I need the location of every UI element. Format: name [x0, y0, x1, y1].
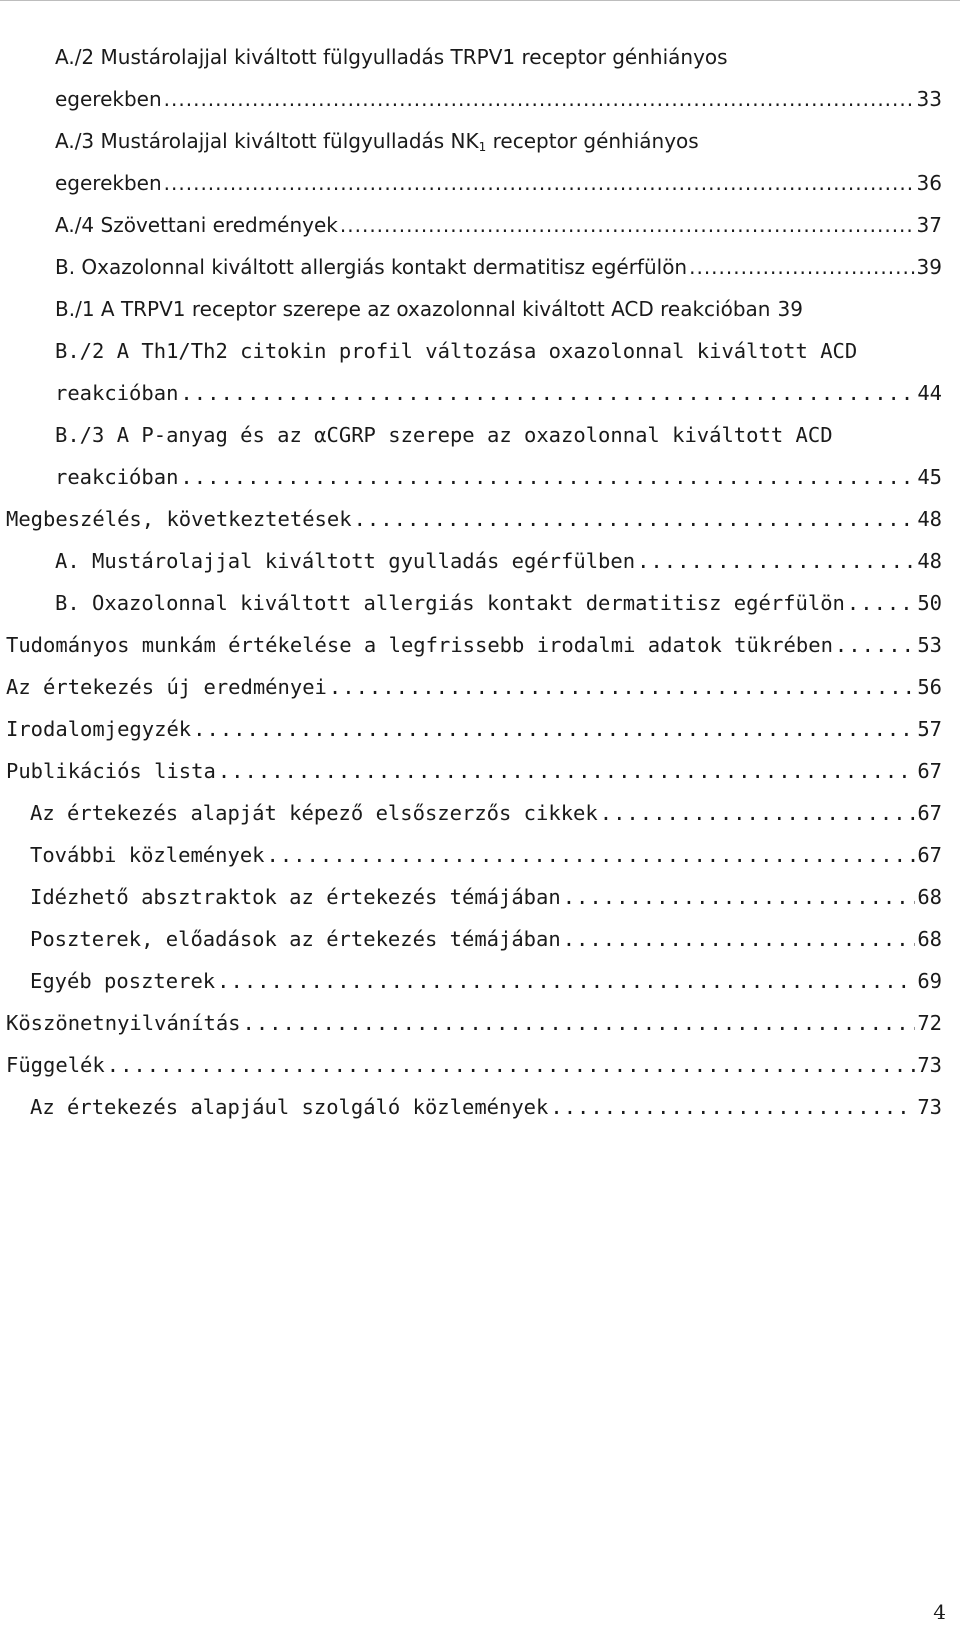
toc-page-number: 39 — [777, 297, 803, 321]
toc-leader — [550, 1094, 915, 1120]
toc-page-number: 44 — [917, 381, 942, 405]
toc-entry-publications[interactable] — [6, 758, 942, 784]
toc-leader — [563, 926, 916, 952]
toc-entry-text: B./2 A Th1/Th2 citokin profil változása oxazolonnal kiváltott ACD — [55, 339, 858, 363]
toc-leader — [329, 674, 915, 700]
toc-page-number: 67 — [917, 801, 942, 825]
toc-page-number: 53 — [917, 633, 942, 657]
toc-page-number: 39 — [916, 255, 942, 279]
toc-entry-text: B./1 A TRPV1 receptor szerepe az oxazolonnal kiváltott ACD reakcióban — [55, 297, 771, 321]
toc-entry-text: Egyéb poszterek — [30, 969, 216, 993]
toc-entry-text: Publikációs lista — [6, 759, 216, 783]
toc-page-number: 72 — [917, 1011, 942, 1035]
toc-entry-text: egerekben — [55, 171, 162, 195]
toc-leader — [267, 842, 916, 868]
toc-entry-text: B. Oxazolonnal kiváltott allergiás kontakt dermatitisz egérfülön — [55, 255, 688, 279]
toc-leader — [107, 1052, 916, 1078]
toc-entry-text: B./3 A P-anyag és az αCGRP szerepe az oxazolonnal kiváltott ACD — [55, 423, 833, 447]
toc-leader — [847, 590, 915, 616]
toc-entry-a2[interactable] — [55, 86, 942, 112]
toc-leader — [164, 86, 915, 112]
toc-entry-text: Tudományos munkám értékelése a legfrissebb irodalmi adatok tükrében — [6, 633, 833, 657]
toc-page-number: 67 — [917, 843, 942, 867]
toc-entry-a4[interactable] — [55, 212, 942, 238]
toc-entry-other-publications[interactable] — [30, 842, 942, 868]
toc-page-number: 67 — [917, 759, 942, 783]
toc-entry-new-results[interactable] — [6, 674, 942, 700]
toc-entry-posters-talks[interactable] — [30, 926, 942, 952]
toc-entry-b3[interactable] — [55, 464, 942, 490]
toc-entry-text: Az értekezés alapjául szolgáló közlemények — [30, 1095, 549, 1119]
toc-leader — [637, 548, 915, 574]
toc-entry-text: A./4 Szövettani eredmények — [55, 213, 338, 237]
toc-entry-other-posters[interactable] — [30, 968, 942, 994]
toc-entry-acknowledgements[interactable] — [6, 1010, 942, 1036]
toc-entry-text: A. Mustárolajjal kiváltott gyulladás egérfülben — [55, 549, 636, 573]
toc-page-number: 57 — [917, 717, 942, 741]
toc-page-number: 36 — [916, 171, 942, 195]
toc-entry-text: Megbeszélés, következtetések — [6, 507, 352, 531]
toc-entry-text: Köszönetnyilvánítás — [6, 1011, 241, 1035]
toc-entry-discussion-b[interactable] — [55, 590, 942, 616]
toc-entry-text: receptor génhiányos — [486, 129, 699, 153]
toc-leader — [835, 632, 915, 658]
toc-entry-subscript: 1 — [478, 140, 487, 154]
page-number: 4 — [933, 1600, 946, 1624]
toc-entry-a2-title[interactable] — [55, 44, 728, 70]
toc-entry-text: Az értekezés alapját képező elsőszerzős cikkek — [30, 801, 598, 825]
toc-page-number: 33 — [916, 87, 942, 111]
toc-entry-b2[interactable] — [55, 380, 942, 406]
toc-leader — [563, 884, 916, 910]
toc-page-number: 73 — [917, 1095, 942, 1119]
toc-entry-text: B. Oxazolonnal kiváltott allergiás kontakt dermatitisz egérfülön — [55, 591, 845, 615]
toc-leader — [193, 716, 915, 742]
toc-page-number: 69 — [917, 969, 942, 993]
toc-leader — [217, 968, 915, 994]
toc-entry-text: A./2 Mustárolajjal kiváltott fülgyulladás TRPV1 receptor génhiányos — [55, 45, 728, 69]
toc-leader — [340, 212, 915, 238]
toc-leader — [164, 170, 915, 196]
toc-leader — [180, 380, 915, 406]
toc-entry-first-author[interactable] — [30, 800, 942, 826]
toc-page-number: 50 — [917, 591, 942, 615]
toc-page-number: 48 — [917, 507, 942, 531]
top-rule — [0, 0, 960, 1]
toc-leader — [218, 758, 915, 784]
toc-entry-references[interactable] — [6, 716, 942, 742]
toc-entry-text: A./3 Mustárolajjal kiváltott fülgyulladás NK — [55, 129, 479, 153]
toc-entry-appendix[interactable] — [6, 1052, 942, 1078]
toc-entry-a3-title[interactable] — [55, 128, 699, 154]
toc-entry-evaluation[interactable] — [6, 632, 942, 658]
toc-entry-discussion[interactable] — [6, 506, 942, 532]
toc-entry-b2-title[interactable] — [55, 338, 857, 364]
toc-leader — [243, 1010, 916, 1036]
toc-entry-basis-publications[interactable] — [30, 1094, 942, 1120]
toc-entry-b1[interactable] — [55, 296, 942, 322]
toc-leader — [180, 464, 915, 490]
toc-entry-text: Idézhető absztraktok az értekezés témájában — [30, 885, 561, 909]
toc-page-number: 56 — [917, 675, 942, 699]
toc-entry-text: További közlemények — [30, 843, 265, 867]
toc-entry-text: egerekben — [55, 87, 162, 111]
toc-leader — [354, 506, 916, 532]
toc-entry-text: Az értekezés új eredményei — [6, 675, 327, 699]
toc-entry-text: Függelék — [6, 1053, 105, 1077]
toc-leader — [689, 254, 914, 280]
toc-leader — [600, 800, 916, 826]
toc-entry-b[interactable] — [55, 254, 942, 280]
toc-entry-abstracts[interactable] — [30, 884, 942, 910]
toc-entry-text: Irodalomjegyzék — [6, 717, 192, 741]
toc-entry-text: reakcióban — [55, 465, 179, 489]
toc-page-number: 68 — [917, 885, 942, 909]
toc-page-number: 48 — [917, 549, 942, 573]
toc-entry-a3[interactable] — [55, 170, 942, 196]
toc-page-number: 37 — [916, 213, 942, 237]
toc-entry-b3-title[interactable] — [55, 422, 833, 448]
toc-page-number: 68 — [917, 927, 942, 951]
toc-page-number: 73 — [917, 1053, 942, 1077]
toc-entry-text: reakcióban — [55, 381, 179, 405]
toc-entry-text: Poszterek, előadások az értekezés témájában — [30, 927, 561, 951]
toc-page-number: 45 — [917, 465, 942, 489]
toc-entry-discussion-a[interactable] — [55, 548, 942, 574]
